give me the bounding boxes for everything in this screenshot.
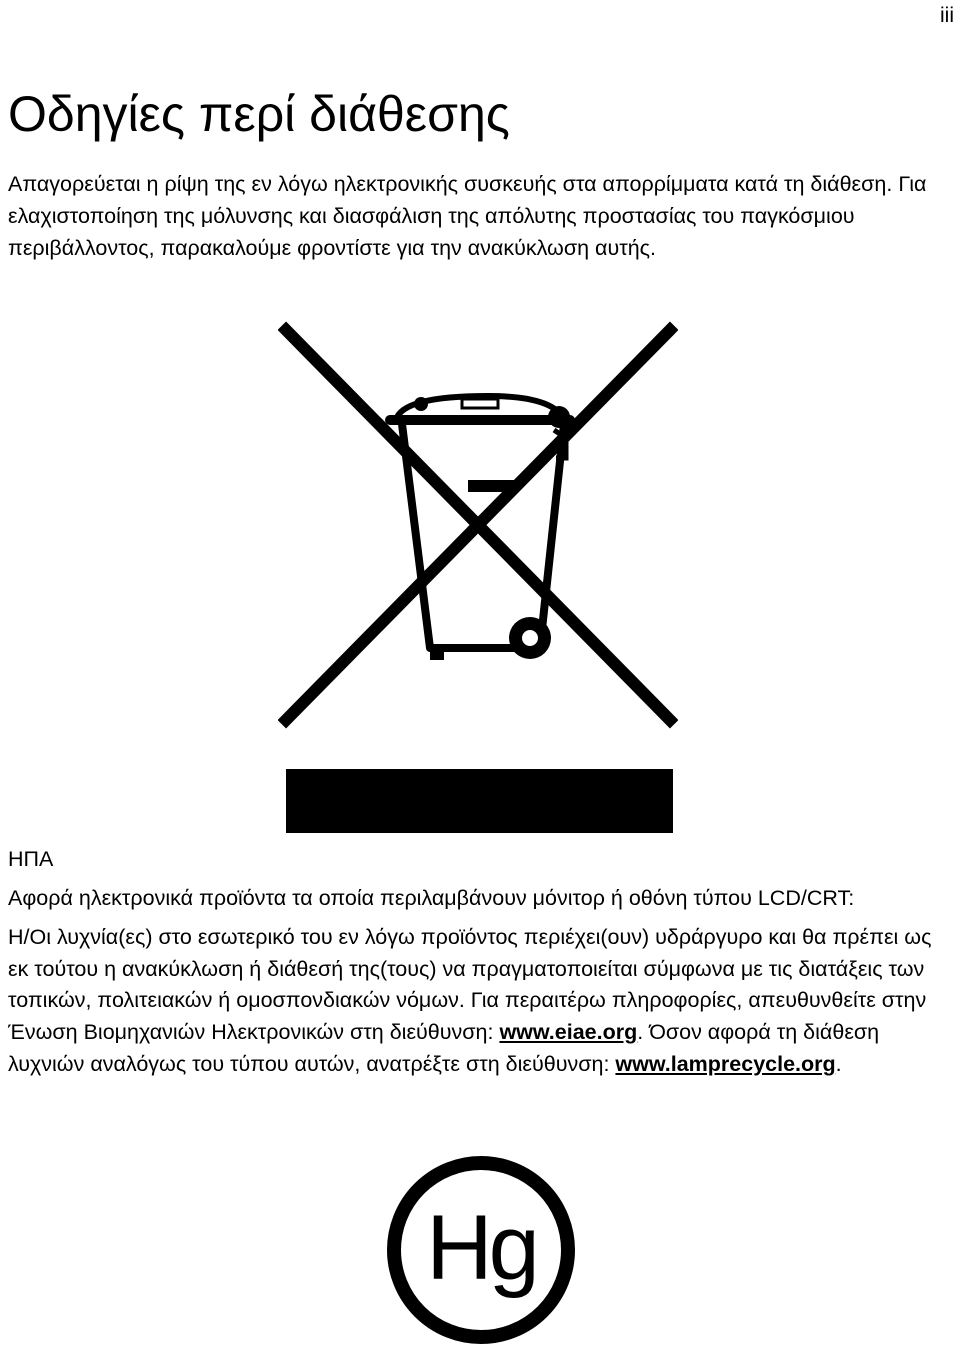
usa-scope-text: Αφορά ηλεκτρονικά προϊόντα τα οποία περιλαμβάνουν μόνιτορ ή οθόνη τύπου LCD/CRT:: [8, 886, 855, 910]
mercury-hg-icon: [386, 1155, 576, 1345]
crossed-out-wheelie-bin-icon: [278, 320, 678, 835]
page-number: iii: [940, 4, 954, 27]
intro-paragraph: Απαγορεύεται η ρίψη της εν λόγω ηλεκτρονικής συσκευής στα απορρίμματα κατά τη διάθεση. Για ελαχιστοποίηση της μόλυνσης και διασφάλιση της απόλυτης προστασίας του παγκόσμιου περιβάλλοντος, παρακαλούμε φροντίστε για την ανακύκλωση αυτής.: [8, 172, 927, 260]
usa-body-text-part2: . Όσον αφορά τη διάθεση λυχνιών αναλόγως του τύπου αυτών, ανατρέξτε στη διεύθυνση:: [8, 1020, 880, 1076]
page-title: Οδηγίες περί διάθεσης: [8, 86, 510, 142]
eiae-link[interactable]: www.eiae.org: [499, 1020, 638, 1045]
usa-body-text-part3: .: [835, 1051, 842, 1076]
hg-label: Hg: [426, 1197, 536, 1299]
usa-body-paragraph: [8, 922, 952, 1081]
lamprecycle-link[interactable]: www.lamprecycle.org: [615, 1051, 836, 1076]
usa-heading: ΗΠΑ: [8, 847, 54, 871]
usa-body-text-part1: Η/Οι λυχνία(ες) στο εσωτερικό του εν λόγω προϊόντος περιέχει(ουν) υδράργυρο και θα πρέπει ως εκ τούτου η ανακύκλωση ή διάθεσή της(τους) να πραγματοποιείται σύμφωνα με τις διατάξεις των τοπικών, πολιτειακών ή ομοσπονδιακών νόμων. Για περαιτέρω πληροφορίες, απευθυνθείτε στην Ένωση Βιομηχανιών Ηλεκτρονικών στη διεύθυνση:: [8, 925, 932, 1045]
